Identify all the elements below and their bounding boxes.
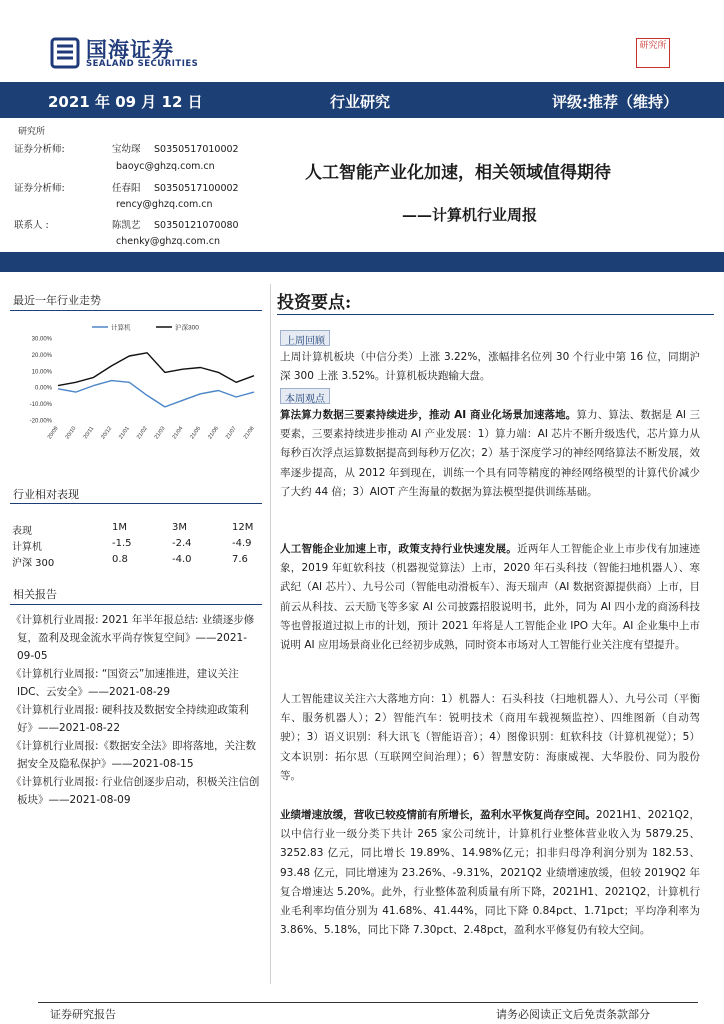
analyst-name: 宝幼琛 bbox=[112, 144, 141, 155]
divider-band bbox=[0, 252, 724, 272]
header-cell: 12M bbox=[232, 522, 254, 533]
x-tick-label: 20/10 bbox=[64, 425, 78, 441]
y-tick-label: 10.00% bbox=[31, 369, 52, 376]
brand-name-cn: 国海证券 bbox=[86, 38, 174, 62]
y-tick-label: 0.00% bbox=[34, 385, 52, 392]
y-tick-label: 30.00% bbox=[31, 336, 52, 343]
p2-body: 近两年人工智能企业上市步伐有加速迹象，2019 年虹软科技（机器视觉算法）上市，2020 年石头科技（智能扫地机器人）、寒武纪（AI 芯片）、九号公司（智能电动滑板车）、海天瑞声（AI 数据资源提供商）上市，目前云从科技、云天励飞等多家 AI 公司披露招股说明书，此外，同为 AI 四小龙的商汤科技等也曾报道过拟上市的计划，预计 2021 年将是人工智能企业 IPO 大年。AI 企业集中上市说明 AI 应用场景商业化已经初步成熟，同时资本市场对人工智能行业关注度有望提升。 bbox=[280, 543, 700, 652]
column-divider bbox=[270, 284, 271, 984]
footer-left: 证券研究报告 bbox=[50, 1008, 116, 1021]
report-link[interactable]: 《计算机行业周报: 行业信创逐步启动，积极关注信创板块》——2021-08-09 bbox=[11, 776, 260, 806]
footer-rule bbox=[38, 1002, 698, 1003]
series-line bbox=[58, 381, 254, 407]
table-row bbox=[12, 554, 256, 570]
tag-view: 本周观点 bbox=[280, 388, 330, 404]
view-paragraph-4 bbox=[280, 806, 700, 940]
view-paragraph-1 bbox=[280, 406, 700, 502]
brand-logo bbox=[50, 34, 220, 74]
invest-rule bbox=[277, 314, 714, 315]
x-tick-label: 21/04 bbox=[171, 425, 185, 441]
analyst-2 bbox=[14, 180, 239, 194]
trend-label: 最近一年行业走势 bbox=[13, 294, 101, 307]
analyst-email[interactable]: rency@ghzq.com.cn bbox=[116, 199, 213, 210]
report-title: 人工智能产业化加速，相关领域值得期待 bbox=[305, 163, 611, 183]
report-link[interactable]: 《计算机行业周报: “国资云”加速推进，建议关注 IDC、云安全》——2021-08-29 bbox=[11, 668, 239, 698]
x-tick-label: 21/03 bbox=[153, 425, 167, 441]
y-tick-label: 20.00% bbox=[31, 352, 52, 359]
view-paragraph-2 bbox=[280, 540, 700, 655]
y-tick-label: -20.00% bbox=[29, 418, 52, 425]
x-tick-label: 21/08 bbox=[242, 425, 256, 441]
x-tick-label: 21/01 bbox=[118, 425, 131, 441]
reports-rule bbox=[10, 604, 262, 605]
report-link[interactable]: 《计算机行业周报:《数据安全法》即将落地，关注数据安全及隐私保护》——2021-08-15 bbox=[11, 740, 257, 770]
related-reports bbox=[11, 611, 262, 809]
trend-chart bbox=[10, 320, 262, 450]
x-tick-label: 20/12 bbox=[100, 425, 114, 441]
reports-label: 相关报告 bbox=[13, 588, 57, 601]
x-tick-label: 20/11 bbox=[82, 425, 96, 441]
view-paragraph-3: 人工智能建议关注六大落地方向：1）机器人：石头科技（扫地机器人）、九号公司（平衡车、服务机器人）；2）智能汽车：锐明技术（商用车载视频监控）、四维图新（自动驾驶）；3）语义识别：科大讯飞（智能语音）；4）图像识别：虹软科技（计算机视觉）；5）文本识别：拓尔思（互联网空间治理）；6）智慧安防：海康威视、大华股份、同为股份等。 bbox=[280, 693, 700, 782]
header-cell: 3M bbox=[172, 522, 187, 533]
table-cell: -4.0 bbox=[172, 554, 192, 565]
p2-lead: 人工智能企业加速上市，政策支持行业快速发展。 bbox=[280, 543, 518, 555]
x-tick-label: 21/06 bbox=[207, 425, 221, 441]
p1-lead: 算法算力数据三要素持续进步，推动 AI 商业化场景加速落地。 bbox=[280, 409, 577, 421]
x-tick-label: 21/02 bbox=[135, 425, 149, 441]
p4-lead: 业绩增速放缓，营收已较疫情前有所增长，盈利水平恢复尚存空间。 bbox=[280, 809, 596, 821]
header-band bbox=[0, 82, 724, 118]
report-rating: 评级:推荐（维持） bbox=[552, 93, 678, 111]
review-paragraph: 上周计算机板块（中信分类）上涨 3.22%，涨幅排名位列 30 个行业中第 16 位，同期沪深 300 上涨 3.52%。计算机板块跑输大盘。 bbox=[280, 351, 700, 383]
research-seal: 研究所 bbox=[636, 38, 670, 68]
perf-rule bbox=[10, 503, 262, 504]
table-cell: 计算机 bbox=[12, 542, 42, 553]
report-category: 行业研究 bbox=[330, 93, 391, 111]
x-tick-label: 20/09 bbox=[46, 425, 60, 441]
table-cell: 7.6 bbox=[232, 554, 248, 565]
tag-review: 上周回顾 bbox=[280, 330, 330, 346]
sealand-logo-icon bbox=[50, 36, 80, 70]
perf-label: 行业相对表现 bbox=[13, 488, 79, 501]
analyst-license: S0350517100002 bbox=[154, 183, 239, 194]
x-tick-label: 21/07 bbox=[225, 425, 238, 441]
dept-label: 研究所 bbox=[18, 127, 46, 137]
legend-label: 计算机 bbox=[111, 324, 131, 332]
table-cell: -1.5 bbox=[112, 538, 132, 549]
trend-rule bbox=[10, 310, 262, 311]
report-subtitle: ——计算机行业周报 bbox=[402, 206, 538, 224]
table-cell: 沪深 300 bbox=[12, 558, 55, 569]
analyst-role: 证券分析师: bbox=[14, 183, 65, 194]
header-cell: 1M bbox=[112, 522, 127, 533]
analyst-license: S0350517010002 bbox=[154, 144, 239, 155]
performance-table bbox=[12, 522, 256, 570]
analyst-email[interactable]: baoyc@ghzq.com.cn bbox=[116, 161, 215, 172]
invest-title: 投资要点: bbox=[277, 293, 352, 313]
series-line bbox=[58, 353, 254, 386]
analyst-email[interactable]: chenky@ghzq.com.cn bbox=[116, 236, 221, 247]
p1-body: 算力、算法、数据是 AI 三要素，三要素持续进步推动 AI 产业发展：1）算力端：AI 芯片不断升级迭代，芯片算力从每秒百次浮点运算数据提高到每秒万亿次；2）基于深度学习的神经网络算法不断发展，效率逐步提高，从 2012 年到现在，训练一个具有同等精度的神经网络模型的计算代价减少了大约 44 倍；3）AIOT 产生海量的数据为算法模型提供训练基础。 bbox=[280, 409, 700, 498]
analyst-3 bbox=[14, 217, 239, 231]
report-link[interactable]: 《计算机行业周报: 硬科技及数据安全持续迎政策利好》——2021-08-22 bbox=[11, 704, 249, 734]
legend-label: 沪深300 bbox=[175, 324, 199, 332]
footer-right: 请务必阅读正文后免责条款部分 bbox=[496, 1008, 650, 1021]
table-header bbox=[12, 522, 256, 538]
analyst-role: 证券分析师: bbox=[14, 144, 65, 155]
header-cell: 表现 bbox=[12, 526, 32, 537]
y-tick-label: -10.00% bbox=[29, 402, 52, 409]
x-tick-label: 21/05 bbox=[189, 425, 203, 441]
analyst-name: 陈凯艺 bbox=[112, 220, 141, 231]
analyst-role: 联系人 : bbox=[14, 220, 49, 231]
analyst-license: S0350121070080 bbox=[154, 220, 239, 231]
p4-body: 2021H1、2021Q2，以中信行业一级分类下共计 265 家公司统计，计算机行业整体营业收入为 5879.25、3252.83 亿元，同比增长 19.89%、14.98%亿元；扣非归母净利润分别为 182.53、93.48 亿元，同比增速为 23.26%、-9.31%，2021Q2 业绩增速放缓，但较 2019Q2 年复合增速达 5.20%。此外，行业整体盈利质量有所下降，2021H1、2021Q2，计算机行业毛利率均值分别为 41.68%、41.44%，同比下降 0.84pct、1.71pct；平均净利率为 3.86%、5.18%，同比下降 7.30pct、2.48pct，盈利水平修复仍有较大空间。 bbox=[280, 809, 700, 937]
table-row bbox=[12, 538, 256, 554]
table-cell: -2.4 bbox=[172, 538, 192, 549]
analyst-name: 任春阳 bbox=[112, 183, 141, 194]
brand-name-en: SEALAND SECURITIES bbox=[86, 59, 199, 69]
report-link[interactable]: 《计算机行业周报: 2021 年半年报总结: 业绩逐步修复，盈利及现金流水平尚存恢复空间》——2021-09-05 bbox=[11, 614, 255, 662]
report-date: 2021 年 09 月 12 日 bbox=[48, 93, 203, 111]
table-cell: 0.8 bbox=[112, 554, 128, 565]
analyst-1 bbox=[14, 141, 239, 155]
table-cell: -4.9 bbox=[232, 538, 252, 549]
